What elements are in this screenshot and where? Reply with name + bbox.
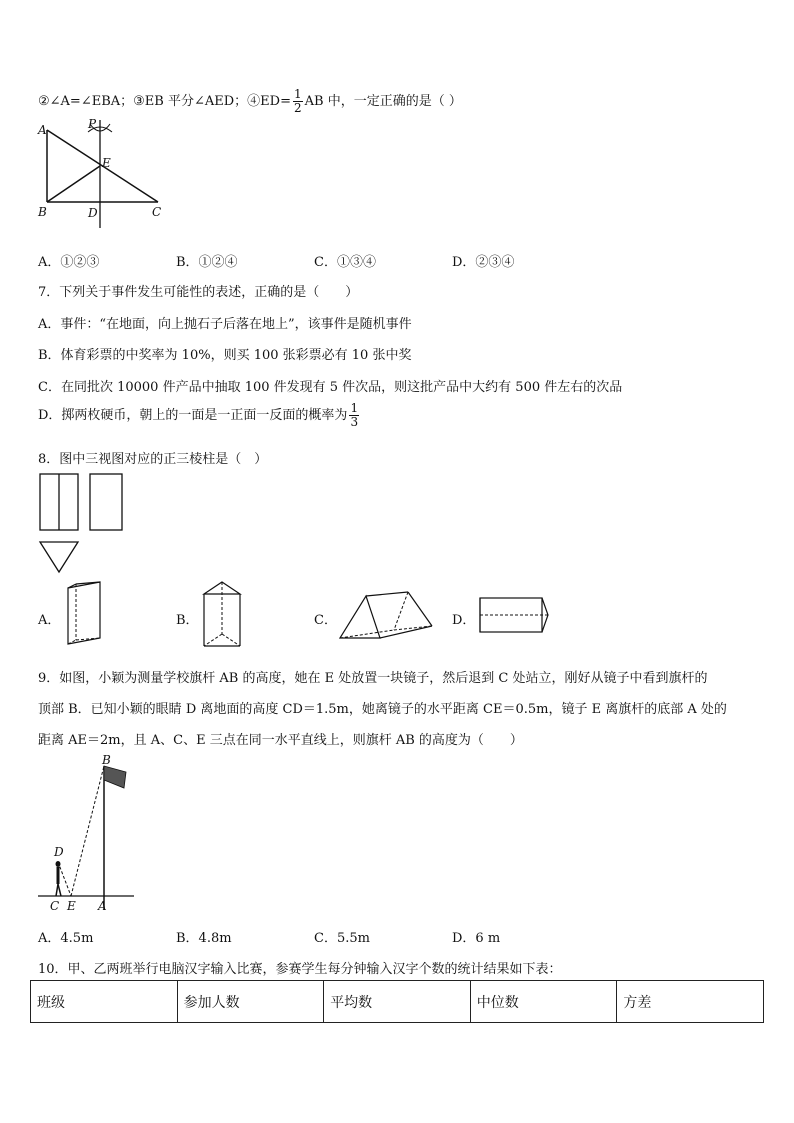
q8-stem: 8．图中三视图对应的正三棱柱是（ ） (38, 452, 268, 467)
q8-prism-b (200, 580, 250, 650)
q6-option-a: A．①②③ (38, 255, 100, 270)
q6-option-d: D．②③④ (452, 255, 515, 270)
q9-option-a: A．4.5m (38, 931, 94, 946)
q10-stem: 10．甲、乙两班举行电脑汉字输入比赛，参赛学生每分钟输入汉字个数的统计结果如下表： (38, 962, 562, 977)
q10-stats-table (30, 980, 764, 1023)
q9-option-c: C．5.5m (314, 931, 370, 946)
table-header-median: 中位数 (470, 981, 617, 1023)
q9-stem-line2: 顶部 B．已知小颖的眼睛 D 离地面的高度 CD＝1.5m，她离镜子的水平距离 CE＝0.5m，镜子 E 离旗杆的底部 A 处的 (38, 702, 727, 717)
table-header-variance: 方差 (617, 981, 764, 1023)
q6-frac-num: 1 (293, 87, 302, 101)
q6-option-b: B．①②④ (176, 255, 238, 270)
q9-option-d: D．6 m (452, 931, 501, 946)
q9-label-b: B (102, 753, 111, 767)
q7-option-d (38, 402, 361, 429)
table-header-participants: 参加人数 (177, 981, 324, 1023)
q7-option-a: A．事件：“在地面，向上抛石子后落在地上”，该事件是随机事件 (38, 317, 412, 332)
q7-option-b: B．体育彩票的中奖率为 10%，则买 100 张彩票必有 10 张中奖 (38, 348, 412, 363)
q8-three-views (38, 472, 128, 577)
q6-label-a: A (38, 123, 47, 137)
q6-label-e: E (102, 156, 111, 170)
q8-prism-a (60, 580, 110, 650)
q8-prism-d (476, 594, 552, 640)
q9-label-d: D (54, 845, 64, 859)
table-header-class: 班级 (31, 981, 178, 1023)
q8-option-c: C． (314, 613, 337, 628)
table-header-mean: 平均数 (324, 981, 471, 1023)
q6-stem-prefix: ②∠A=∠EBA；③EB 平分∠AED；④ED= (38, 94, 291, 109)
q7-fraction (349, 402, 359, 429)
q9-label-e: E (67, 899, 76, 913)
q9-stem-line1: 9．如图，小颖为测量学校旗杆 AB 的高度，她在 E 处放置一块镜子，然后退到 C 处站立，刚好从镜子中看到旗杆的 (38, 671, 708, 686)
q6-label-c: C (152, 205, 162, 219)
q9-label-a: A (98, 899, 107, 913)
q7-stem: 7．下列关于事件发生可能性的表述，正确的是（ ） (38, 285, 359, 300)
q8-prism-c (336, 588, 436, 646)
q6-frac-den: 2 (293, 101, 302, 115)
q6-triangle-figure (30, 110, 170, 230)
q6-label-d: D (88, 206, 98, 220)
q8-option-d: D． (452, 613, 476, 628)
q8-option-b: B． (176, 613, 199, 628)
q6-fraction (293, 88, 303, 115)
q9-label-c: C (50, 899, 60, 913)
q6-label-p: P (88, 117, 97, 131)
table-header-row (31, 981, 764, 1023)
q6-stem-suffix: AB 中，一定正确的是（ ） (304, 94, 462, 109)
q7-option-d-text: D．掷两枚硬币，朝上的一面是一正面一反面的概率为 (38, 408, 348, 423)
q9-option-b: B．4.8m (176, 931, 232, 946)
q7-option-c: C．在同批次 10000 件产品中抽取 100 件发现有 5 件次品，则这批产品中大约有 500 件左右的次品 (38, 380, 623, 395)
q6-label-b: B (38, 205, 47, 219)
q7-frac-num: 1 (350, 401, 359, 415)
q9-stem-line3: 距离 AE＝2m，且 A、C、E 三点在同一水平直线上，则旗杆 AB 的高度为（ ） (38, 733, 523, 748)
q6-option-c: C．①③④ (314, 255, 376, 270)
q9-flagpole-figure (38, 752, 138, 917)
q7-frac-den: 3 (350, 415, 359, 429)
q8-option-a: A． (38, 613, 61, 628)
